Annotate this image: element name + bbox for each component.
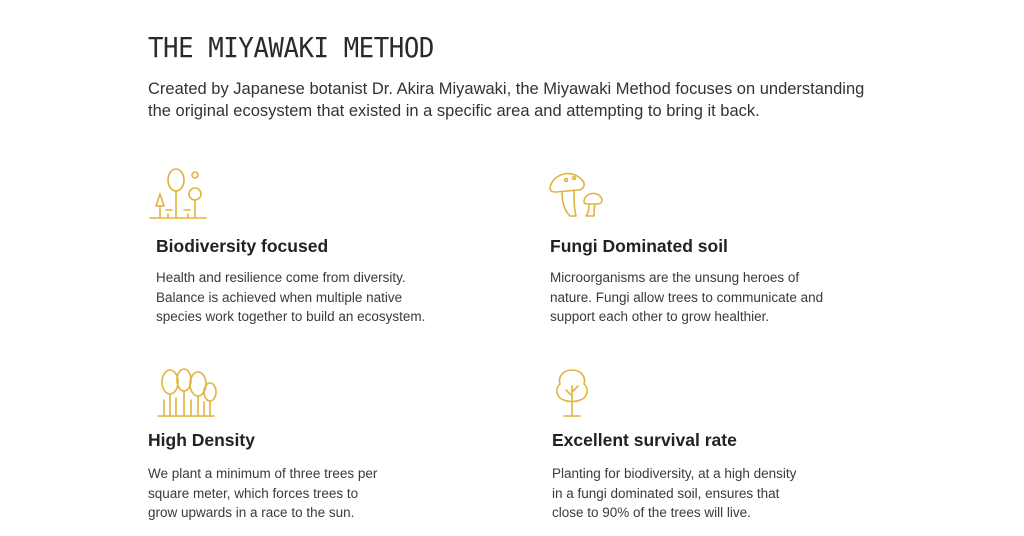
intro-paragraph: Created by Japanese botanist Dr. Akira Miyawaki, the Miyawaki Method focuses on understanding the original ecosystem that existed in a specific area and attempting to bring it back. <box>148 80 865 120</box>
tree-icon <box>552 366 592 422</box>
feature-title: Excellent survival rate <box>552 430 737 450</box>
forest-icon <box>148 166 210 222</box>
page-title: THE MIYAWAKI METHOD <box>148 30 434 64</box>
feature-title: Biodiversity focused <box>156 236 329 256</box>
feature-text: Health and resilience come from diversity. Balance is achieved when multiple native species work together to build an ecosystem. <box>156 270 426 324</box>
feature-text: Planting for biodiversity, at a high density in a fungi dominated soil, ensures that close to 90% of the trees will live. <box>552 466 797 520</box>
feature-text: We plant a minimum of three trees per square meter, which forces trees to grow upwards in a race to the sun. <box>148 466 378 520</box>
feature-title: Fungi Dominated soil <box>550 236 728 256</box>
mushroom-icon <box>542 166 608 222</box>
feature-title: High Density <box>148 430 255 450</box>
dense-trees-icon <box>148 366 222 422</box>
feature-text: Microorganisms are the unsung heroes of nature. Fungi allow trees to communicate and support each other to grow healthier. <box>550 270 824 324</box>
